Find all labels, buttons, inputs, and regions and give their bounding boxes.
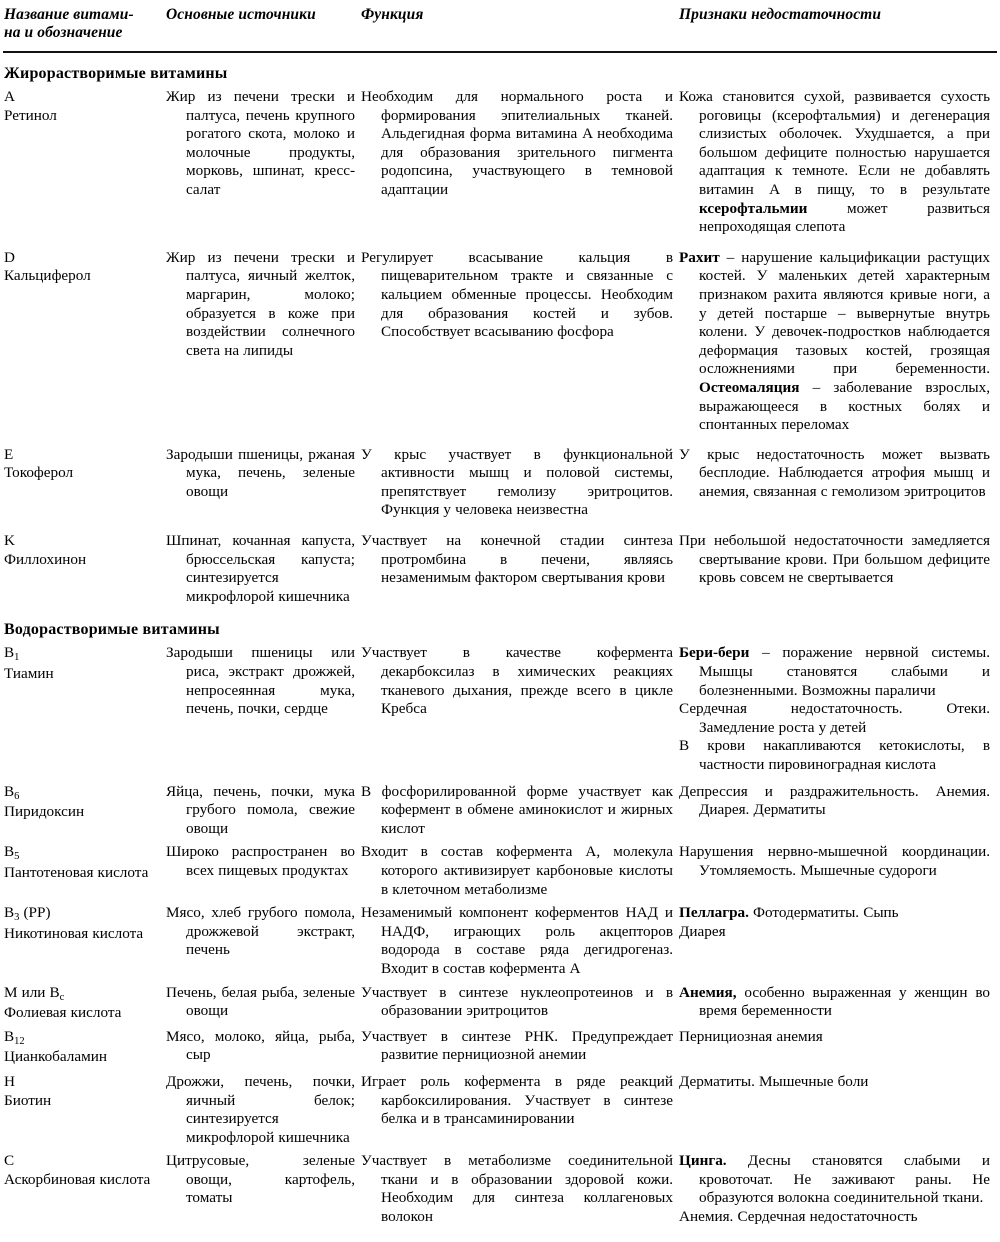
table-row: [0, 88, 1000, 237]
vitamin-function-cell: [361, 843, 679, 899]
deficiency-paragraph-2: Анемия. Сердечная недостаточность: [679, 1208, 918, 1226]
section-title-fat-soluble: Жирорастворимые витамины: [4, 65, 228, 82]
table-header-row: [0, 0, 1000, 42]
vitamin-fullname: Фолиевая кислота: [4, 1004, 122, 1022]
vitamin-name-cell: [4, 904, 166, 943]
vitamin-sources-cell: [166, 904, 361, 960]
vitamin-sources-cell: [166, 88, 361, 200]
column-header-deficiency: Признаки недостаточности: [679, 6, 882, 23]
deficiency-part-1: Десны становятся слабыми и кровоточат. Не заживают раны. Не образуются волокна соединительной ткани.: [699, 1152, 990, 1207]
vitamin-deficiency-cell: [679, 984, 996, 1021]
table-row: [0, 1073, 1000, 1147]
vitamin-name-cell: [4, 783, 166, 822]
vitamin-name-cell: [4, 446, 166, 483]
vitamin-name-cell: [4, 532, 166, 569]
vitamin-letter: [4, 783, 160, 804]
vitamin-fullname: Биотин: [4, 1091, 52, 1109]
function-text: Участвует в качестве кофермента декарбоксилаз в химических реакциях тканевого дыхания, прежде всего в цикле Кребса: [361, 644, 673, 718]
sources-text: Жир из печени трески и палтуса, печень крупного рогатого скота, молоко и молочные продукты, морковь, шпинат, кресс-салат: [166, 88, 355, 198]
vitamin-function-cell: [361, 783, 679, 839]
deficiency-part-1: Фотодерматиты. Сыпь: [748, 904, 899, 922]
vitamin-deficiency-cell: [679, 532, 996, 588]
function-text: Незаменимый компонент коферментов НАД и НАДФ, играющих роль акцепторов водорода в составе ряда дегидрогеназ. Входит в состав кофермента A: [361, 904, 673, 977]
vitamin-sources-cell: [166, 249, 361, 361]
column-header-function: Функция: [361, 6, 424, 23]
vitamin-letter-base: B: [4, 644, 15, 662]
table-row: [0, 249, 1000, 435]
deficiency-paragraph-3: В крови накапливаются кетокислоты, в частности пировиноградная кислота: [679, 737, 990, 773]
vitamin-fullname: Тиамин: [4, 665, 54, 683]
vitamin-name-cell: [4, 1073, 166, 1110]
deficiency-text: [679, 904, 990, 923]
deficiency-text: [679, 984, 990, 1021]
vitamin-letter: E: [4, 445, 14, 463]
vitamin-letter-subscript: 6: [14, 790, 20, 802]
vitamin-letter: [4, 1028, 160, 1049]
vitamin-letter-subscript: с: [59, 991, 65, 1003]
vitamin-name-cell: [4, 843, 166, 882]
vitamin-letter-base: М или B: [4, 983, 60, 1001]
function-text: Регулирует всасывание кальция в пищеварительном тракте и связанные с кальцием обменные процессы. Необходим для образования костей и зубов. Способствует всасыванию фосфора: [361, 248, 673, 341]
vitamin-deficiency-cell: [679, 904, 996, 941]
vitamin-sources-cell: [166, 843, 361, 880]
vitamin-function-cell: [361, 88, 679, 200]
function-text: Необходим для нормального роста и формирования эпителиальных тканей. Альдегидная форма витамина A необходима для образования зрительного пигмента родопсина, участвующего в темновой адаптации: [361, 88, 673, 198]
column-header-vitamin-name: [4, 6, 166, 42]
deficiency-text: Депрессия и раздражительность. Анемия. Диарея. Дерматиты: [679, 782, 990, 819]
vitamin-name-cell: [4, 1028, 166, 1067]
column-header-sources: Основные источники: [166, 6, 316, 23]
vitamin-letter: H: [4, 1072, 15, 1090]
vitamin-function-cell: [361, 1152, 679, 1226]
sources-text: Яйца, печень, почки, мука грубого помола, свежие овощи: [166, 782, 355, 837]
deficiency-term: ксерофтальмии: [699, 199, 808, 217]
column-header-vitamin-name-line1: Название витами-: [4, 6, 134, 23]
vitamin-letter-suffix: (PP): [19, 904, 51, 922]
table-row: [0, 532, 1000, 606]
sources-text: Цитрусовые, зеленые овощи, картофель, томаты: [166, 1152, 355, 1207]
column-header-vitamin-name-line2: на и обозначение: [4, 24, 123, 41]
function-text: Участвует в синтезе РНК. Предупреждает развитие пернициозной анемии: [361, 1027, 673, 1064]
vitamin-letter: A: [4, 88, 15, 105]
vitamin-function-cell: [361, 1028, 679, 1065]
vitamin-name-cell: [4, 249, 166, 286]
deficiency-text: Пернициозная анемия: [679, 1027, 823, 1045]
vitamin-fullname: Кальциферол: [4, 267, 91, 285]
sources-text: Зародыши пшеницы или риса, экстракт дрожжей, непросеянная мука, печень, почки, сердце: [166, 644, 355, 718]
vitamin-sources-cell: [166, 1028, 361, 1065]
vitamin-letter: C: [4, 1152, 15, 1170]
sources-text: Печень, белая рыба, зеленые овощи: [166, 983, 355, 1020]
vitamin-function-cell: [361, 644, 679, 718]
deficiency-part-2: – заболевание взрослых, выражающееся в костных болях и спонтанных переломах: [699, 378, 990, 434]
sources-text: Зародыши пшеницы, ржаная мука, печень, зеленые овощи: [166, 445, 355, 500]
vitamin-sources-cell: [166, 446, 361, 502]
vitamin-fullname: Пантотеновая кислота: [4, 863, 149, 881]
sources-text: Мясо, молоко, яйца, рыба, сыр: [166, 1027, 355, 1064]
vitamin-fullname: Никотиновая кислота: [4, 924, 144, 942]
vitamin-deficiency-cell: [679, 1028, 996, 1047]
deficiency-part-1: Кожа становится сухой, развивается сухость роговицы (ксерофтальмия) и дегенерация слизистых оболочек. Ухудшается, а при большом дефиците полностью нарушается адаптация к темноте. Если не добавлять витамин A в пищу, то в результате: [679, 88, 990, 198]
vitamin-deficiency-cell: [679, 843, 996, 880]
vitamin-fullname: Ретинол: [4, 106, 57, 124]
function-text: В фосфорилированной форме участвует как кофермент в обмене аминокислот и жирных кислот: [361, 782, 673, 837]
function-text: Участвует на конечной стадии синтеза протромбина в печени, являясь незаменимым фактором свертывания крови: [361, 532, 673, 587]
vitamin-name-cell: [4, 984, 166, 1023]
vitamin-letter-subscript: 1: [14, 652, 20, 664]
section-title-water-soluble: Водорастворимые витамины: [4, 621, 220, 639]
table-row: [0, 1028, 1000, 1067]
deficiency-term: Пеллагра.: [679, 904, 749, 922]
vitamin-sources-cell: [166, 1073, 361, 1147]
vitamin-deficiency-cell: [679, 88, 996, 237]
vitamin-fullname: Пиридоксин: [4, 803, 85, 821]
vitamin-letter-subscript: 12: [14, 1035, 25, 1047]
vitamin-letter-subscript: 5: [14, 851, 20, 863]
vitamin-name-cell: [4, 88, 166, 125]
vitamin-fullname: Цианкобаламин: [4, 1048, 107, 1066]
vitamin-letter-base: B: [4, 782, 15, 800]
vitamin-sources-cell: [166, 783, 361, 839]
sources-text: Мясо, хлеб грубого помола, дрожжевой экстракт, печень: [166, 904, 355, 959]
vitamin-sources-cell: [166, 532, 361, 606]
sources-text: Дрожжи, печень, почки, яичный белок; синтезируется микрофлорой кишечника: [166, 1072, 355, 1146]
deficiency-text: При небольшой недостаточности замедляется свертывание крови. При большом дефиците кровь совсем не свертывается: [679, 532, 990, 587]
vitamin-function-cell: [361, 532, 679, 588]
vitamin-fullname: Токоферол: [4, 464, 74, 482]
table-row: [0, 446, 1000, 520]
deficiency-term: Рахит: [679, 248, 720, 266]
vitamin-deficiency-cell: [679, 783, 996, 820]
deficiency-term: Анемия,: [679, 983, 737, 1001]
vitamin-letter-subscript: 3: [14, 912, 20, 924]
vitamin-function-cell: [361, 984, 679, 1021]
function-text: Участвует в метаболизме соединительной ткани и в образовании здоровой кожи. Необходим для синтеза коллагеновых волокон: [361, 1152, 673, 1226]
function-text: У крыс участвует в функциональной активности мышц и половой системы, препятствует гемолизу эритроцитов. Функция у человека неизвестна: [361, 445, 673, 519]
vitamin-deficiency-cell: [679, 644, 996, 774]
vitamin-letter-base: B: [4, 1027, 15, 1045]
vitamin-sources-cell: [166, 984, 361, 1021]
vitamin-name-cell: [4, 1152, 166, 1189]
deficiency-text: [679, 249, 990, 435]
deficiency-paragraph-2: Диарея: [679, 922, 726, 940]
deficiency-part-2: может развиться непроходящая слепота: [699, 199, 990, 236]
vitamin-function-cell: [361, 446, 679, 520]
sources-text: Шпинат, кочанная капуста, брюссельская капуста; синтезируется микрофлорой кишечника: [166, 532, 355, 605]
vitamin-function-cell: [361, 249, 679, 342]
deficiency-paragraph-2: Сердечная недостаточность. Отеки. Замедление роста у детей: [679, 700, 990, 736]
table-row: [0, 783, 1000, 839]
function-text: Играет роль кофермента в ряде реакций карбоксилирования. Участвует в синтезе белка и в трансаминировании: [361, 1072, 673, 1128]
deficiency-text: Нарушения нервно-мышечной координации. Утомляемость. Мышечные судороги: [679, 843, 990, 879]
table-row: [0, 904, 1000, 978]
deficiency-text: [679, 1152, 990, 1208]
vitamin-deficiency-cell: [679, 446, 996, 502]
vitamin-letter: K: [4, 532, 15, 550]
vitamin-function-cell: [361, 1073, 679, 1129]
deficiency-term: Бери-бери: [679, 644, 750, 662]
vitamin-function-cell: [361, 904, 679, 978]
sources-text: Широко распространен во всех пищевых продуктах: [166, 843, 355, 879]
function-text: Входит в состав кофермента A, молекула которого активизирует карбоновые кислоты в клеточном метаболизме: [361, 843, 673, 898]
vitamin-sources-cell: [166, 644, 361, 718]
vitamin-sources-cell: [166, 1152, 361, 1208]
deficiency-part-1: особенно выраженная у женщин во время беременности: [699, 983, 990, 1020]
vitamin-letter: [4, 644, 160, 665]
deficiency-text: У крыс недостаточность может вызвать бесплодие. Наблюдается атрофия мышц и анемия, связанная с гемолизом эритроцитов: [679, 445, 990, 500]
vitamin-fullname: Филлохинон: [4, 550, 87, 568]
vitamin-deficiency-cell: [679, 249, 996, 435]
deficiency-text: Дерматиты. Мышечные боли: [679, 1072, 869, 1090]
table-row: [0, 1152, 1000, 1226]
vitamin-letter-base: B: [4, 904, 15, 922]
table-row: [0, 984, 1000, 1023]
table-row: [0, 843, 1000, 899]
function-text: Участвует в синтезе нуклеопротеинов и в образовании эритроцитов: [361, 983, 673, 1020]
deficiency-text: [679, 88, 990, 237]
deficiency-term-2: Остеомаляция: [699, 378, 800, 396]
vitamin-letter: [4, 904, 160, 925]
vitamin-letter: D: [4, 248, 15, 266]
deficiency-text: [679, 644, 990, 700]
deficiency-term: Цинга.: [679, 1152, 727, 1170]
table-row: [0, 644, 1000, 774]
vitamin-letter-base: B: [4, 843, 15, 861]
vitamin-deficiency-cell: [679, 1073, 996, 1092]
deficiency-part-1: – нарушение кальцификации растущих костей. У маленьких детей характерным признаком рахита являются кривые ноги, а у детей постарше – вывернутые внутрь колени. У девочек-подростков наблюдается деформация тазовых костей, грозящая осложнениями при беременности.: [699, 248, 990, 378]
deficiency-part-1: – поражение нервной системы. Мышцы становятся слабыми и болезненными. Возможны параличи: [699, 644, 990, 699]
vitamin-letter: [4, 843, 160, 864]
vitamin-fullname: Аскорбиновая кислота: [4, 1170, 151, 1188]
vitamin-letter: [4, 984, 160, 1005]
vitamin-deficiency-cell: [679, 1152, 996, 1226]
vitamin-name-cell: [4, 644, 166, 683]
sources-text: Жир из печени трески и палтуса, яичный желток, маргарин, молоко; образуется в коже при воздействии солнечного света на липиды: [166, 248, 355, 359]
